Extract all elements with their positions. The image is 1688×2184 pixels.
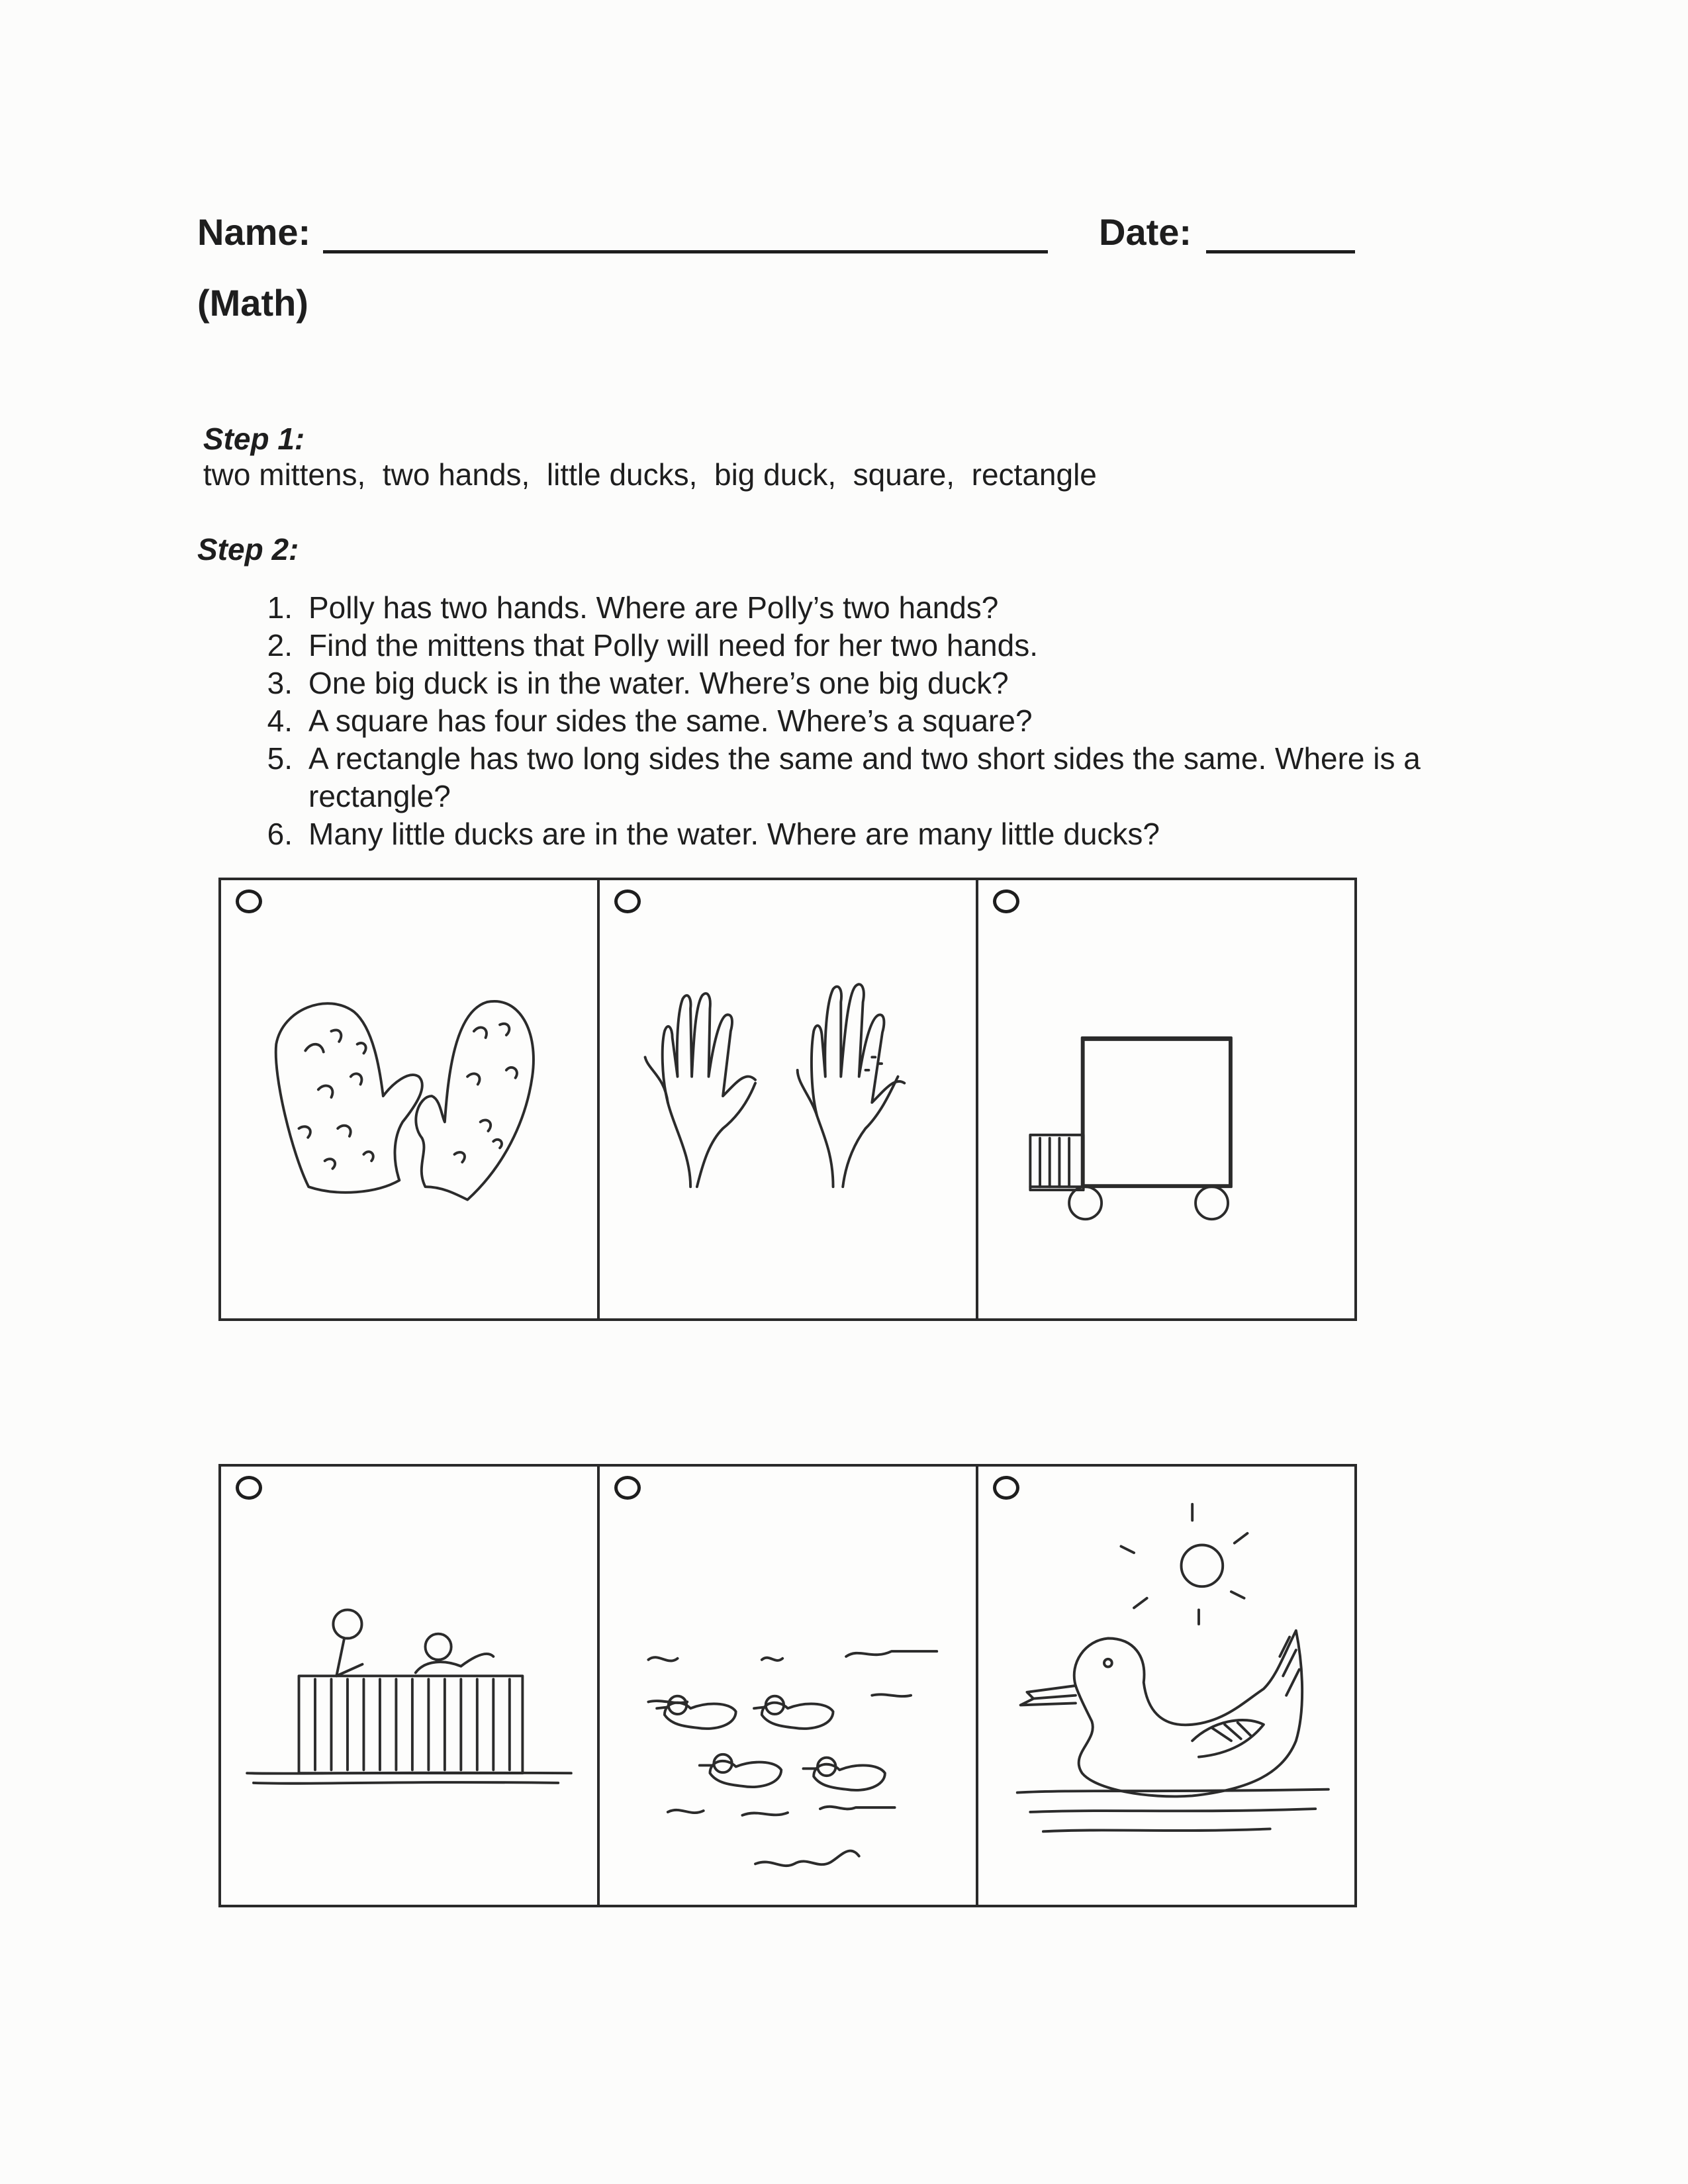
question-text: One big duck is in the water. Where’s one big duck? [308,666,1009,700]
question-item [245,740,1489,815]
question-item [245,815,1489,853]
question-item [245,664,1489,702]
date-field[interactable] [1206,250,1355,253]
question-item [245,627,1489,664]
question-text: Find the mittens that Polly will need for her two hands. [308,628,1039,662]
name-field[interactable] [323,250,1048,253]
answer-panel-boat-rectangle[interactable] [218,1464,600,1907]
truck-square-icon [978,880,1354,1318]
big-duck-icon [978,1467,1354,1905]
subject-label: (Math) [197,282,308,324]
name-label: Name: [197,211,311,253]
question-item [245,589,1489,627]
question-number: 1. [267,590,293,625]
answer-panel-mittens[interactable] [218,878,600,1321]
question-text: Polly has two hands. Where are Polly’s two hands? [308,590,999,625]
question-item [245,702,1489,740]
question-number: 5. [267,741,293,776]
answer-panel-truck-square[interactable] [976,878,1357,1321]
step2-label: Step 2: [197,532,299,567]
question-text: A square has four sides the same. Where’s a square? [308,704,1033,738]
step1-line [197,409,1097,492]
mittens-icon [221,880,597,1318]
question-text: Many little ducks are in the water. Where are many little ducks? [308,817,1160,851]
question-list [245,589,1489,853]
answer-panel-big-duck[interactable] [976,1464,1357,1907]
answer-panel-little-ducks[interactable] [597,1464,978,1907]
date-label: Date: [1099,211,1192,253]
question-number: 4. [267,704,293,738]
boat-rectangle-icon [221,1467,597,1905]
answer-row-2 [218,1464,1357,1907]
question-text: A rectangle has two long sides the same and two short sides the same. Where is a rectangle? [308,741,1421,813]
question-number: 2. [267,628,293,662]
question-number: 6. [267,817,293,851]
answer-panel-hands[interactable] [597,878,978,1321]
little-ducks-icon [600,1467,976,1905]
hands-icon [600,880,976,1318]
question-number: 3. [267,666,293,700]
step1-label: Step 1: [203,422,305,456]
step1-vocabulary: two mittens, two hands, little ducks, big duck, square, rectangle [203,457,1097,492]
answer-row-1 [218,878,1357,1321]
